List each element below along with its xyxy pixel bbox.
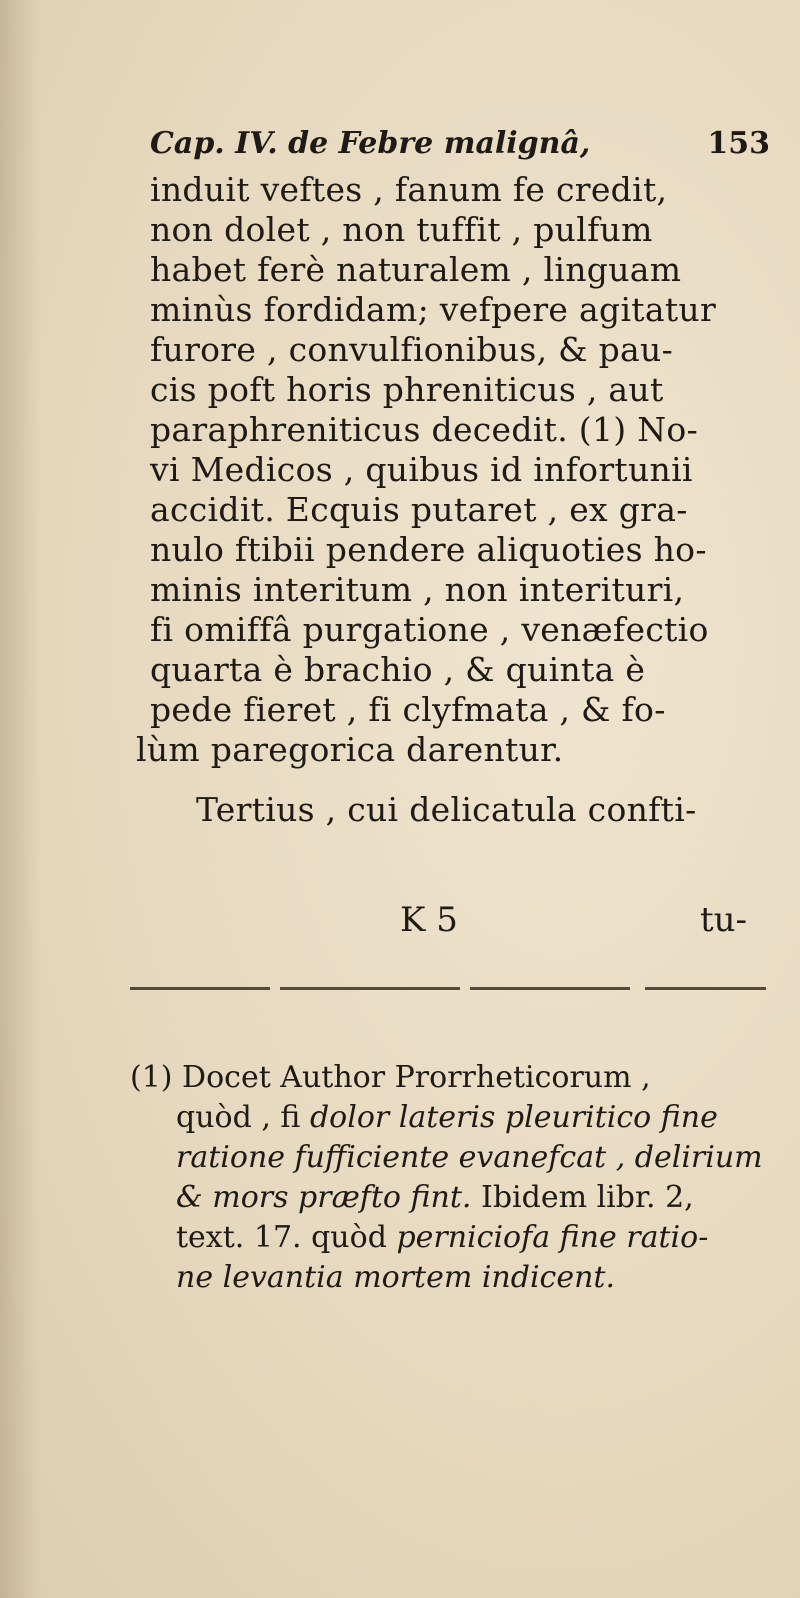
text-line: induit veftes , fanum fe credit, bbox=[150, 170, 668, 209]
footnote-line: & mors præfto fint. Ibidem libr. 2, bbox=[176, 1180, 694, 1215]
text-line: non dolet , non tuffit , pulfum bbox=[150, 210, 653, 249]
text-line: lùm paregorica darentur. bbox=[136, 730, 564, 769]
footnote-line: (1) Docet Author Prorrheticorum , bbox=[130, 1060, 651, 1095]
running-title: Cap. IV. de Febre malignâ, bbox=[150, 126, 591, 161]
footnote-line: quòd , fi dolor lateris pleuritico fine bbox=[176, 1100, 718, 1135]
footnote-marker: (1) bbox=[130, 1060, 173, 1095]
catchword: tu- bbox=[700, 900, 748, 940]
footnote-line: ne levantia mortem indicent. bbox=[176, 1260, 616, 1295]
text-line: cis poft horis phreniticus , aut bbox=[150, 370, 664, 409]
text-line: pede fieret , fi clyfmata , & fo- bbox=[150, 690, 666, 729]
footnote-line: text. 17. quòd perniciofa fine ratio- bbox=[176, 1220, 709, 1255]
text-line: furore , convulfionibus, & pau- bbox=[150, 330, 674, 369]
running-header bbox=[150, 126, 770, 170]
page-number: 153 bbox=[707, 126, 770, 161]
text-line: Tertius , cui delicatula confti- bbox=[196, 790, 697, 829]
text-line: accidit. Ecquis putaret , ex gra- bbox=[150, 490, 688, 529]
footnote-rule bbox=[130, 987, 766, 990]
text-line: nulo ftibii pendere aliquoties ho- bbox=[150, 530, 707, 569]
text-line: fi omiffâ purgatione , venæfectio bbox=[150, 610, 709, 649]
text-line: paraphreniticus decedit. (1) No- bbox=[150, 410, 699, 449]
text-line: habet ferè naturalem , linguam bbox=[150, 250, 682, 289]
text-line: minis interitum , non interituri, bbox=[150, 570, 685, 609]
signature-mark: K 5 bbox=[400, 900, 458, 940]
text-line: vi Medicos , quibus id infortunii bbox=[150, 450, 693, 489]
footnote-line: ratione fufficiente evanefcat , delirium bbox=[176, 1140, 763, 1175]
text-line: quarta è brachio , & quinta è bbox=[150, 650, 646, 689]
text-line: minùs fordidam; vefpere agitatur bbox=[150, 290, 717, 329]
page-gutter-shadow bbox=[0, 0, 40, 1598]
